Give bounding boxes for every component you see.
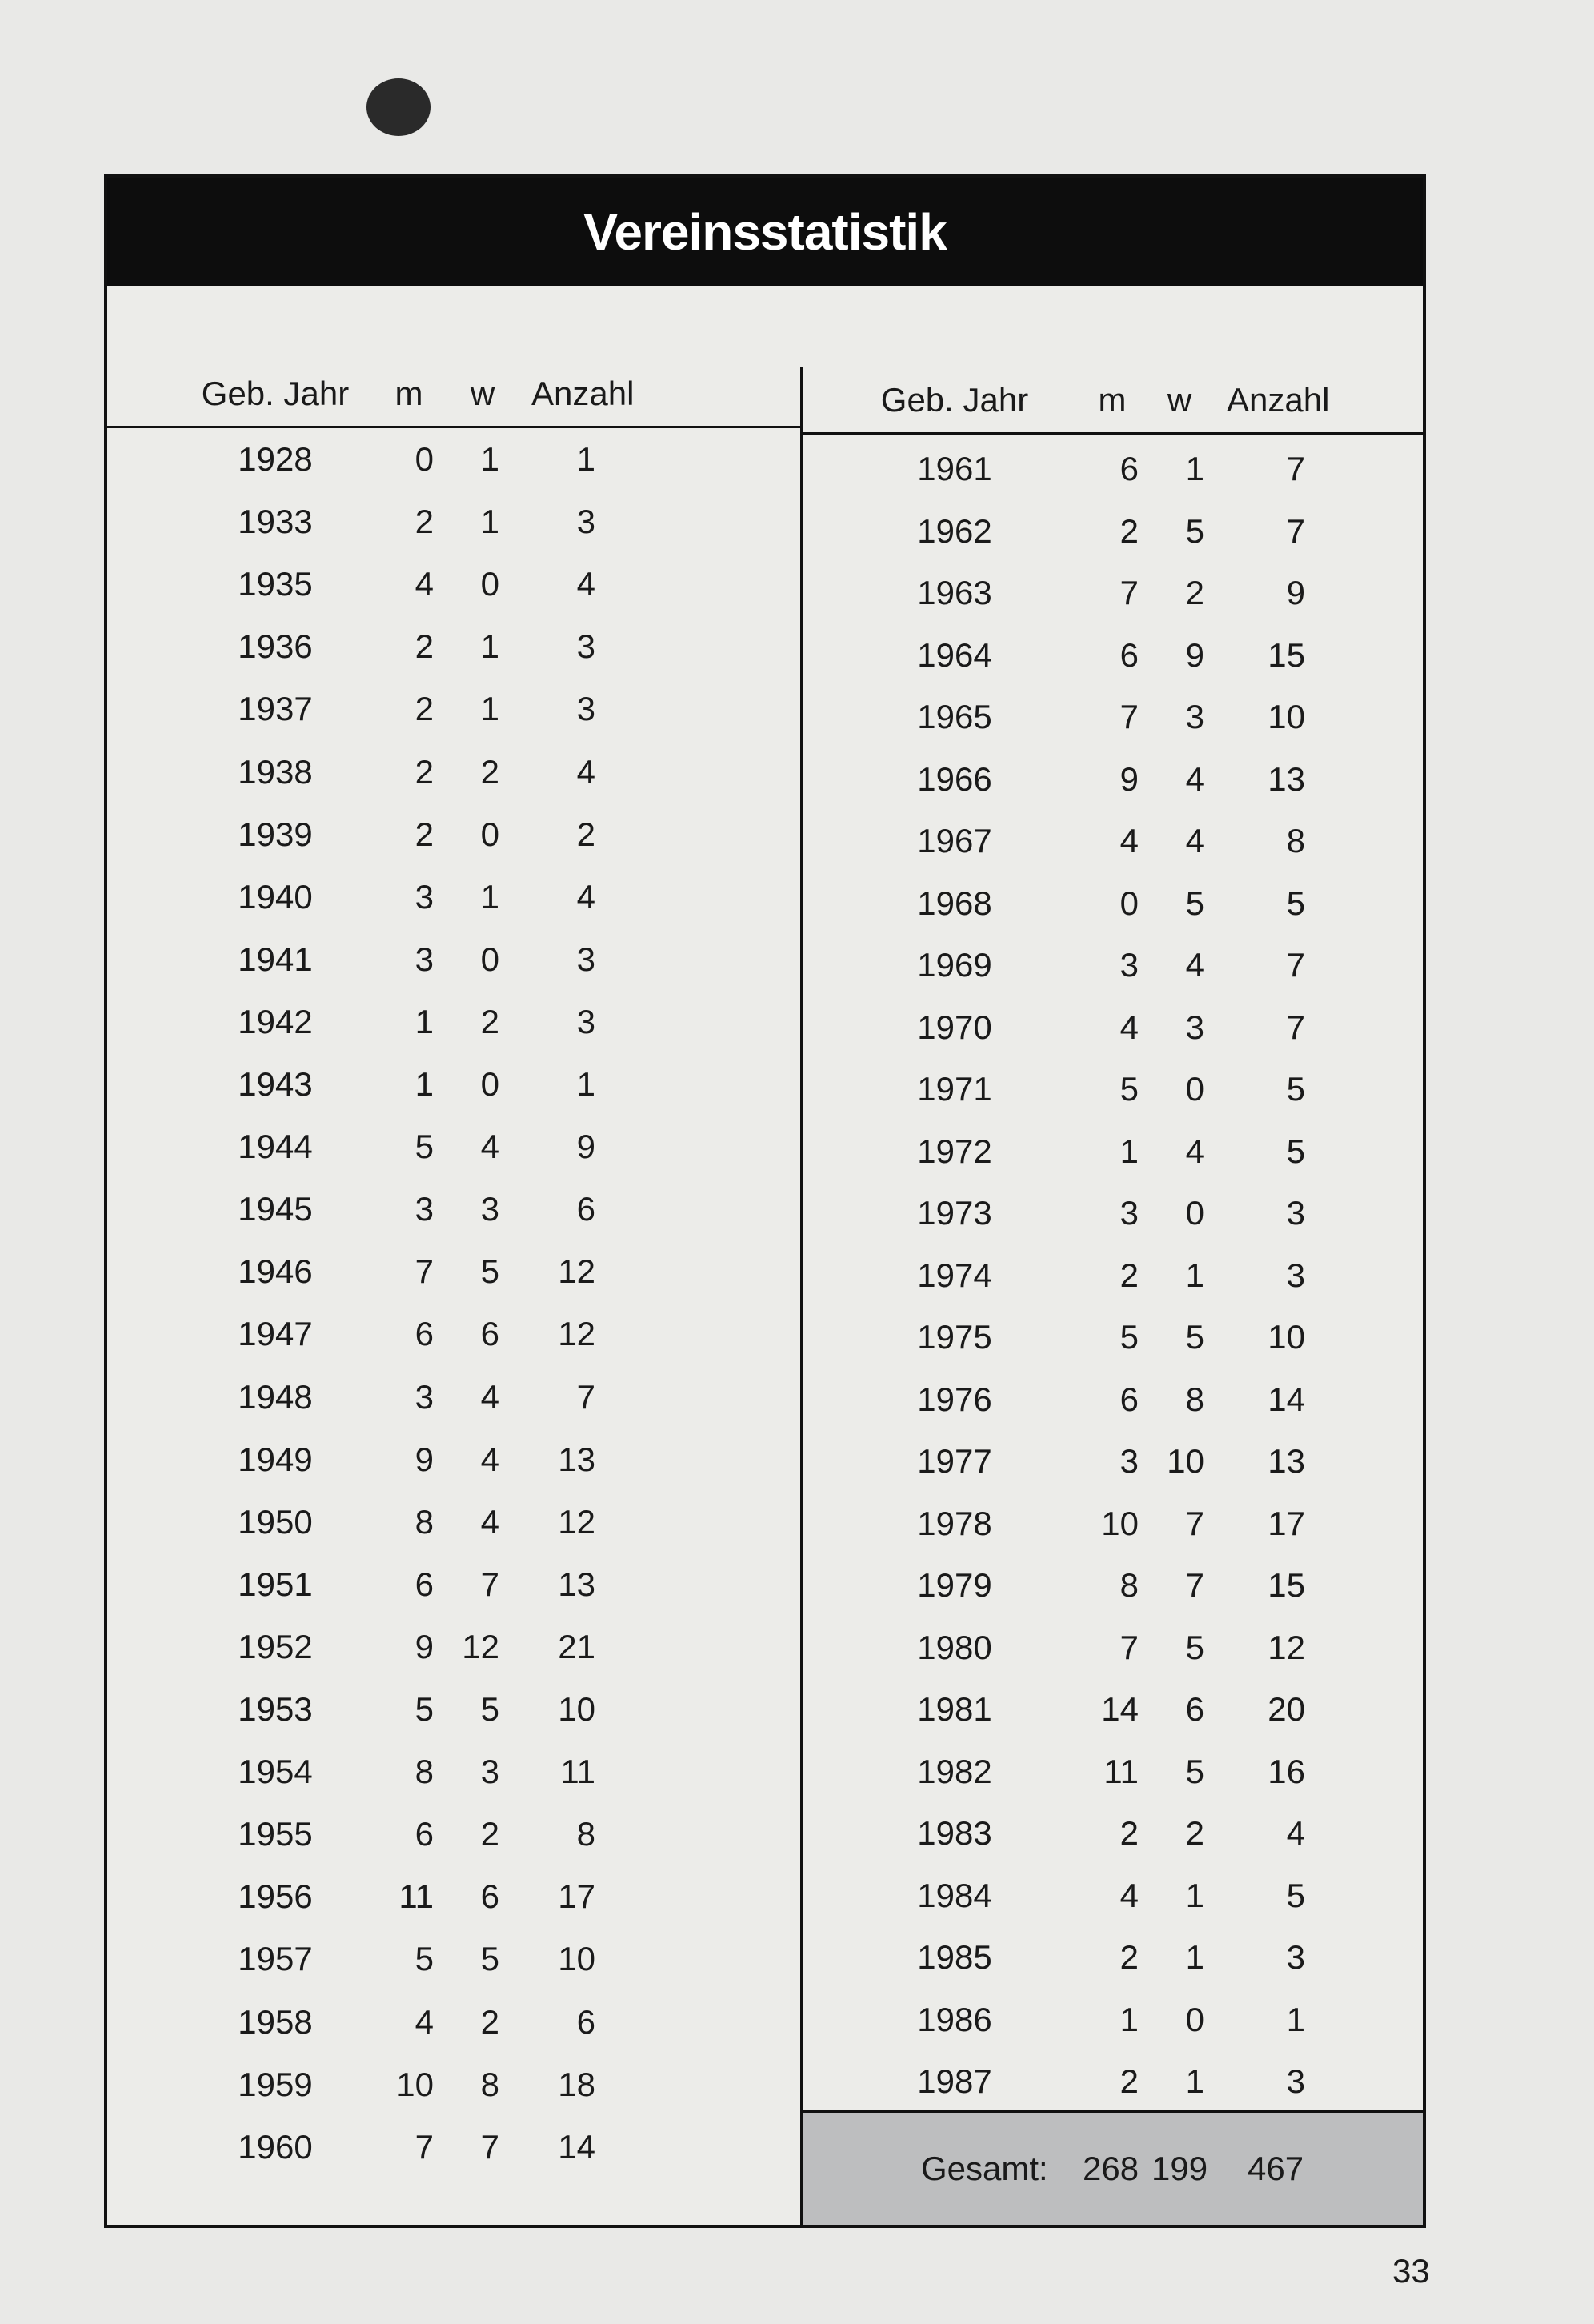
table-row [803,1128,1423,1176]
row-count: 17 [558,1877,595,1916]
table-row [107,685,800,733]
row-year: 1943 [238,1065,313,1103]
row-count: 13 [1268,759,1305,798]
row-count: 8 [576,1815,595,1853]
row-count: 7 [1286,511,1305,550]
row-year: 1972 [917,1132,992,1170]
row-m: 2 [415,752,434,791]
left-column [107,178,800,2225]
row-w: 1 [1185,450,1204,487]
row-w: 0 [1185,2000,1204,2038]
row-w: 10 [1167,1442,1204,1480]
table-row [107,1373,800,1421]
row-w: 1 [480,690,499,728]
right-column [803,178,1423,2225]
row-year: 1941 [238,940,313,978]
table-row [803,693,1423,741]
row-count: 6 [576,2002,595,2041]
row-m: 6 [1119,1380,1139,1418]
page-number: 33 [1392,2252,1430,2290]
row-w: 1 [480,877,499,916]
row-year: 1984 [917,1876,992,1914]
row-year: 1935 [238,565,313,603]
table-row [803,1065,1423,1113]
row-year: 1946 [238,1252,313,1291]
row-count: 3 [1286,2062,1305,2100]
row-w: 2 [480,1815,499,1853]
row-m: 6 [415,1815,434,1853]
row-m: 2 [1119,2062,1139,2100]
row-m: 8 [415,1502,434,1541]
row-m: 14 [1101,1690,1139,1728]
header-m: m [1098,381,1127,419]
row-w: 8 [1185,1380,1204,1418]
row-year: 1944 [238,1128,313,1166]
row-m: 2 [415,690,434,728]
row-m: 10 [1101,1504,1139,1542]
table-row [803,1252,1423,1300]
row-w: 7 [480,1565,499,1603]
row-w: 1 [1185,1938,1204,1976]
row-year: 1937 [238,690,313,728]
row-m: 10 [396,2065,434,2103]
row-m: 5 [1119,1318,1139,1356]
row-year: 1955 [238,1815,313,1853]
row-count: 16 [1268,1752,1305,1790]
row-w: 0 [1185,1194,1204,1232]
row-count: 7 [1286,1008,1305,1046]
row-w: 5 [1185,884,1204,922]
total-label: Gesamt: [921,2150,1048,2187]
row-year: 1945 [238,1190,313,1228]
table-row [107,623,800,671]
row-m: 2 [415,503,434,541]
row-count: 3 [576,940,595,978]
row-count: 3 [576,503,595,541]
row-year: 1928 [238,440,313,478]
row-w: 6 [480,1877,499,1916]
row-year: 1960 [238,2127,313,2166]
table-row [803,941,1423,989]
row-count: 13 [558,1440,595,1478]
row-w: 6 [480,1315,499,1353]
row-year: 1950 [238,1502,313,1541]
row-w: 5 [1185,1628,1204,1666]
row-count: 5 [1286,884,1305,922]
table-row [107,748,800,796]
row-count: 13 [558,1565,595,1603]
row-m: 3 [415,940,434,978]
row-count: 5 [1286,1132,1305,1170]
row-year: 1956 [238,1877,313,1916]
row-m: 2 [1119,511,1139,550]
table-row [107,1810,800,1858]
table-row [107,1436,800,1484]
row-m: 0 [1119,884,1139,922]
punch-hole [366,78,431,136]
table-row [107,936,800,984]
table-row [803,1685,1423,1733]
row-year: 1978 [917,1504,992,1542]
row-count: 21 [558,1627,595,1665]
row-year: 1938 [238,752,313,791]
row-year: 1948 [238,1377,313,1416]
table-row [107,1873,800,1921]
header-year: Geb. Jahr [880,381,1029,419]
row-year: 1952 [238,1627,313,1665]
total-m: 268 [1083,2150,1139,2187]
row-year: 1983 [917,1814,992,1852]
row-year: 1953 [238,1690,313,1728]
row-count: 14 [1268,1380,1305,1418]
table-row [107,560,800,608]
table-row [803,817,1423,865]
row-count: 15 [1268,1566,1305,1604]
row-count: 11 [560,1753,595,1791]
row-count: 12 [1268,1628,1305,1666]
row-year: 1981 [917,1690,992,1728]
row-m: 3 [415,1190,434,1228]
row-count: 3 [1286,1194,1305,1232]
row-w: 4 [1185,946,1204,984]
row-w: 3 [480,1190,499,1228]
row-w: 1 [1185,2062,1204,2100]
row-m: 2 [415,627,434,666]
table-row [803,1624,1423,1672]
row-m: 7 [415,2127,434,2166]
row-w: 5 [1185,1752,1204,1790]
table-row [107,1185,800,1233]
row-w: 8 [480,2065,499,2103]
header-row-right [803,376,1423,424]
table-row [107,1123,800,1171]
table-row [107,1998,800,2046]
row-year: 1964 [917,635,992,674]
row-m: 8 [1119,1566,1139,1604]
table-row [803,1748,1423,1796]
table-row [107,1310,800,1358]
row-year: 1982 [917,1752,992,1790]
table-row [803,880,1423,928]
row-m: 6 [415,1565,434,1603]
table-row [107,1685,800,1733]
row-m: 2 [415,815,434,853]
row-count: 4 [576,877,595,916]
table-row [107,1561,800,1609]
row-m: 3 [1119,1194,1139,1232]
table-row [107,498,800,546]
header-w: w [1167,381,1192,419]
header-count: Anzahl [1227,381,1330,419]
row-year: 1942 [238,1002,313,1040]
row-w: 3 [1185,698,1204,735]
row-year: 1957 [238,1940,313,1978]
table-row [803,1189,1423,1237]
row-w: 4 [480,1128,499,1166]
row-year: 1979 [917,1566,992,1604]
table-row [803,569,1423,617]
table-row [803,2058,1423,2106]
row-m: 3 [1119,946,1139,984]
row-year: 1980 [917,1628,992,1666]
row-m: 1 [415,1065,434,1103]
row-w: 4 [1185,1132,1204,1170]
table-row [803,1437,1423,1485]
row-year: 1940 [238,877,313,916]
row-year: 1954 [238,1753,313,1791]
table-row [107,1935,800,1983]
row-m: 2 [1119,1256,1139,1294]
row-w: 0 [480,815,499,853]
table-row [107,1248,800,1296]
row-count: 2 [576,815,595,853]
row-year: 1967 [917,822,992,859]
row-m: 2 [1119,1938,1139,1976]
table-row [803,1561,1423,1609]
header-count: Anzahl [531,375,635,412]
row-year: 1986 [917,2000,992,2038]
row-year: 1987 [917,2062,992,2100]
row-count: 5 [1286,1070,1305,1108]
row-w: 7 [1185,1566,1204,1604]
row-m: 9 [415,1440,434,1478]
row-count: 15 [1268,635,1305,674]
row-year: 1947 [238,1315,313,1353]
row-w: 1 [480,440,499,478]
row-year: 1985 [917,1938,992,1976]
row-count: 12 [558,1502,595,1541]
row-m: 5 [415,1128,434,1166]
row-year: 1974 [917,1256,992,1294]
row-w: 2 [1185,574,1204,611]
table-title: Vereinsstatistik [107,178,1423,286]
total-count: 467 [1248,2150,1304,2187]
row-w: 4 [480,1440,499,1478]
table-row [803,1809,1423,1857]
table-row [107,1498,800,1546]
total-w: 199 [1151,2150,1208,2187]
row-m: 4 [1119,1008,1139,1046]
row-year: 1963 [917,574,992,611]
row-m: 0 [415,440,434,478]
row-count: 3 [576,690,595,728]
row-m: 9 [1119,759,1139,798]
row-count: 3 [1286,1256,1305,1294]
row-w: 5 [480,1252,499,1291]
row-count: 10 [1268,698,1305,735]
header-w: w [470,375,495,412]
row-count: 8 [1286,822,1305,859]
row-m: 9 [415,1627,434,1665]
row-m: 11 [398,1877,434,1916]
table-row [107,435,800,483]
row-count: 10 [558,1940,595,1978]
row-w: 6 [1185,1690,1204,1728]
row-m: 11 [1103,1752,1139,1790]
table-row [803,1933,1423,1981]
row-m: 3 [415,877,434,916]
row-count: 17 [1268,1504,1305,1542]
row-count: 7 [576,1377,595,1416]
table-row [107,1623,800,1671]
row-count: 3 [1286,1938,1305,1976]
row-year: 1966 [917,759,992,798]
row-count: 20 [1268,1690,1305,1728]
table-row [803,755,1423,803]
row-count: 4 [576,752,595,791]
table-row [803,1004,1423,1052]
row-w: 12 [462,1627,499,1665]
table-row [803,445,1423,493]
row-year: 1977 [917,1442,992,1480]
row-w: 2 [480,752,499,791]
row-m: 5 [1119,1070,1139,1108]
row-year: 1970 [917,1008,992,1046]
row-w: 0 [480,940,499,978]
table-row [803,1500,1423,1548]
row-year: 1958 [238,2002,313,2041]
row-w: 7 [1185,1504,1204,1542]
table-row [803,1313,1423,1361]
row-count: 13 [1268,1442,1305,1480]
row-w: 5 [480,1940,499,1978]
row-year: 1971 [917,1070,992,1108]
total-row [803,2110,1423,2225]
row-count: 5 [1286,1876,1305,1914]
row-m: 7 [1119,698,1139,735]
row-count: 1 [576,1065,595,1103]
row-year: 1969 [917,946,992,984]
row-m: 5 [415,1940,434,1978]
row-w: 5 [1185,511,1204,550]
row-count: 3 [576,627,595,666]
row-w: 0 [480,1065,499,1103]
row-w: 7 [480,2127,499,2166]
row-count: 10 [1268,1318,1305,1356]
row-year: 1961 [917,450,992,487]
row-year: 1968 [917,884,992,922]
row-w: 4 [480,1377,499,1416]
row-w: 2 [480,1002,499,1040]
row-year: 1973 [917,1194,992,1232]
table-row [803,1376,1423,1424]
row-count: 9 [576,1128,595,1166]
row-count: 7 [1286,946,1305,984]
row-w: 4 [480,1502,499,1541]
row-year: 1933 [238,503,313,541]
table-row [803,1872,1423,1920]
header-year: Geb. Jahr [201,375,350,412]
row-count: 1 [1286,2000,1305,2038]
row-w: 5 [1185,1318,1204,1356]
table-row [107,811,800,859]
table-row [107,998,800,1046]
row-m: 3 [415,1377,434,1416]
table-row [107,2123,800,2171]
table-row [107,2061,800,2109]
row-count: 3 [576,1002,595,1040]
row-m: 3 [1119,1442,1139,1480]
row-w: 3 [1185,1008,1204,1046]
row-count: 4 [576,565,595,603]
row-m: 1 [415,1002,434,1040]
header-row-left [107,370,800,418]
row-m: 1 [1119,2000,1139,2038]
table-row [803,1996,1423,2044]
row-year: 1976 [917,1380,992,1418]
row-count: 18 [558,2065,595,2103]
row-m: 1 [1119,1132,1139,1170]
row-count: 1 [576,440,595,478]
row-m: 8 [415,1753,434,1791]
row-w: 1 [480,627,499,666]
row-w: 0 [480,565,499,603]
row-count: 10 [558,1690,595,1728]
row-w: 1 [1185,1256,1204,1294]
header-m: m [394,375,423,412]
row-year: 1975 [917,1318,992,1356]
table-row [803,507,1423,555]
row-m: 7 [415,1252,434,1291]
row-year: 1965 [917,698,992,735]
table-row [107,1060,800,1108]
row-w: 9 [1185,635,1204,674]
row-w: 0 [1185,1070,1204,1108]
row-m: 4 [1119,1876,1139,1914]
row-m: 2 [1119,1814,1139,1852]
row-year: 1936 [238,627,313,666]
row-m: 4 [415,565,434,603]
row-m: 4 [415,2002,434,2041]
row-w: 1 [480,503,499,541]
row-m: 6 [1119,635,1139,674]
row-w: 3 [480,1753,499,1791]
row-year: 1949 [238,1440,313,1478]
statistics-table [104,174,1426,2228]
row-m: 6 [415,1315,434,1353]
row-year: 1962 [917,511,992,550]
row-m: 6 [1119,450,1139,487]
row-year: 1939 [238,815,313,853]
row-count: 7 [1286,450,1305,487]
row-count: 9 [1286,574,1305,611]
row-count: 4 [1286,1814,1305,1852]
row-year: 1951 [238,1565,313,1603]
row-m: 4 [1119,822,1139,859]
row-m: 7 [1119,574,1139,611]
row-w: 2 [1185,1814,1204,1852]
row-year: 1959 [238,2065,313,2103]
row-w: 1 [1185,1876,1204,1914]
table-row [803,631,1423,679]
table-row [107,1748,800,1796]
row-w: 2 [480,2002,499,2041]
row-count: 6 [576,1190,595,1228]
row-count: 12 [558,1252,595,1291]
row-count: 14 [558,2127,595,2166]
row-m: 7 [1119,1628,1139,1666]
row-w: 4 [1185,822,1204,859]
row-m: 5 [415,1690,434,1728]
table-row [107,873,800,921]
row-w: 5 [480,1690,499,1728]
row-count: 12 [558,1315,595,1353]
row-w: 4 [1185,759,1204,798]
